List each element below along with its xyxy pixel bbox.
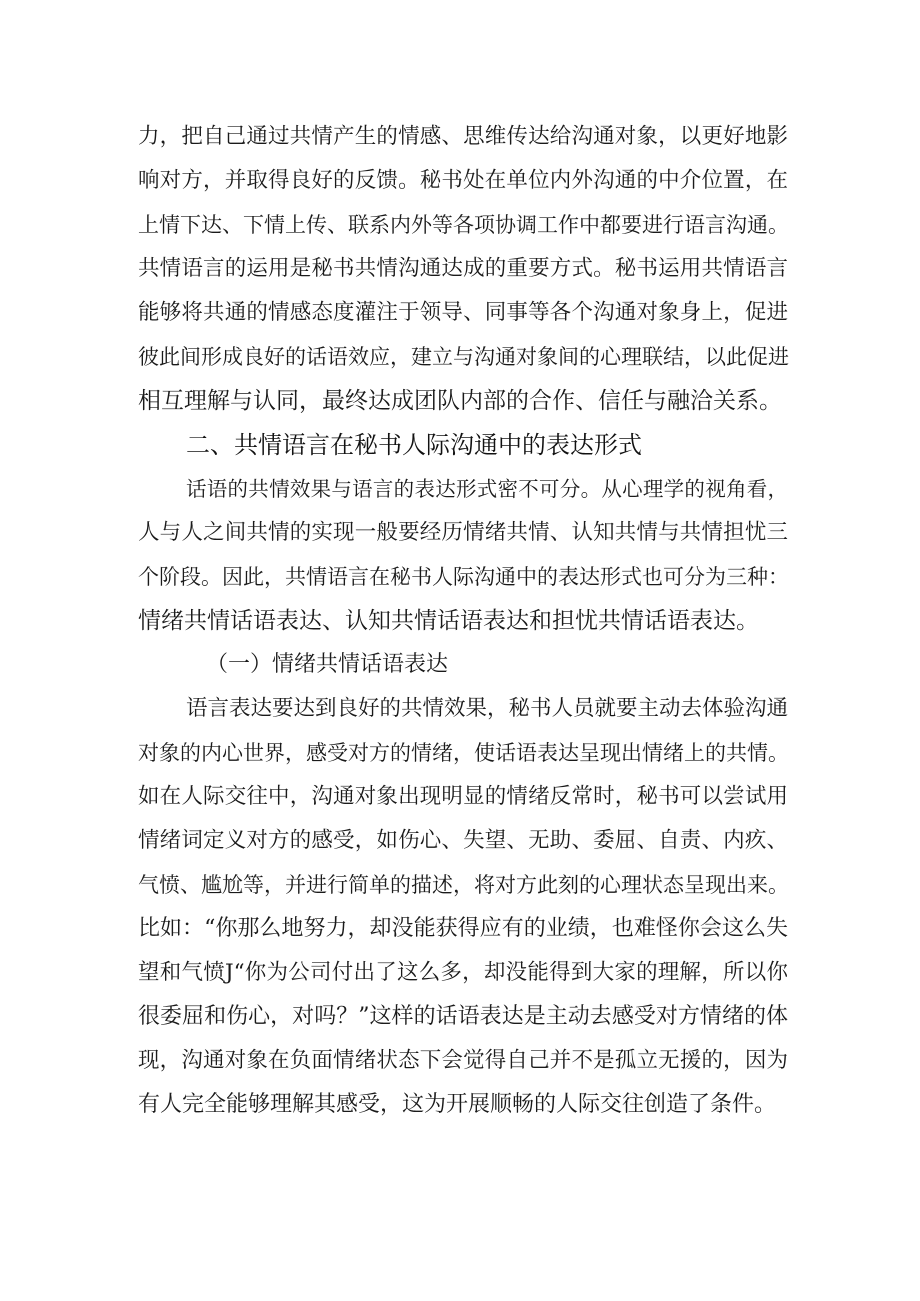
paragraph-line: 相互理解与认同，最终达成团队内部的合作、信任与融洽关系。 [138, 388, 782, 414]
section-heading: 二、共情语言在秘书人际沟通中的表达形式 [186, 431, 642, 459]
paragraph-line: 情绪词定义对方的感受，如伤心、失望、无助、委屈、自责、内疚、 [138, 828, 788, 853]
paragraph-line: 力，把自己通过共情产生的情感、思维传达给沟通对象，以更好地影 [138, 124, 788, 149]
paragraph-line: 对象的内心世界，感受对方的情绪，使话语表达呈现出情绪上的共情。 [138, 741, 789, 765]
paragraph-line: 望和气愤J“你为公司付出了这么多，却没能得到大家的理解，所以你 [138, 960, 788, 985]
paragraph-line: 话语的共情效果与语言的表达形式密不可分。从心理学的视角看， [186, 477, 788, 501]
paragraph-line: 有人完全能够理解其感受，这为开展顺畅的人际交往创造了条件。 [138, 1092, 777, 1117]
paragraph-line: 语言表达要达到良好的共情效果，秘书人员就要主动去体验沟通 [186, 696, 789, 721]
paragraph-line: 如在人际交往中，沟通对象出现明显的情绪反常时，秘书可以尝试用 [138, 784, 788, 809]
paragraph-line: 现，沟通对象在负面情绪状态下会觉得自己并不是孤立无援的，因为 [138, 1048, 788, 1073]
paragraph-line: 情绪共情话语表达、认知共情话语表达和担忧共情话语表达。 [138, 608, 759, 634]
paragraph-line: 气愤、尴尬等，并进行简单的描述，将对方此刻的心理状态呈现出来。 [138, 873, 789, 897]
paragraph-line: 人与人之间共情的实现一般要经历情绪共情、认知共情与共情担忧三 [138, 520, 788, 545]
paragraph-line: 上情下达、下情上传、联系内外等各项协调工作中都要进行语言沟通。 [138, 213, 789, 237]
paragraph-line: 比如：“你那么地努力，却没能获得应有的业绩，也难怪你会这么失 [138, 916, 788, 941]
subsection-heading: （一）情绪共情话语表达 [206, 652, 449, 677]
paragraph-line: 响对方，并取得良好的反馈。秘书处在单位内外沟通的中介位置，在 [138, 168, 788, 193]
paragraph-line: 很委屈和伤心，对吗？”这样的话语表达是主动去感受对方情绪的体 [138, 1004, 788, 1029]
paragraph-line: 共情语言的运用是秘书共情沟通达成的重要方式。秘书运用共情语言 [138, 256, 788, 281]
paragraph-line: 个阶段。因此，共情语言在秘书人际沟通中的表达形式也可分为三种： [138, 565, 789, 589]
paragraph-line: 能够将共通的情感态度灌注于领导、同事等各个沟通对象身上，促进 [138, 300, 788, 325]
paragraph-line: 彼此间形成良好的话语效应，建立与沟通对象间的心理联结，以此促进 [138, 345, 789, 369]
